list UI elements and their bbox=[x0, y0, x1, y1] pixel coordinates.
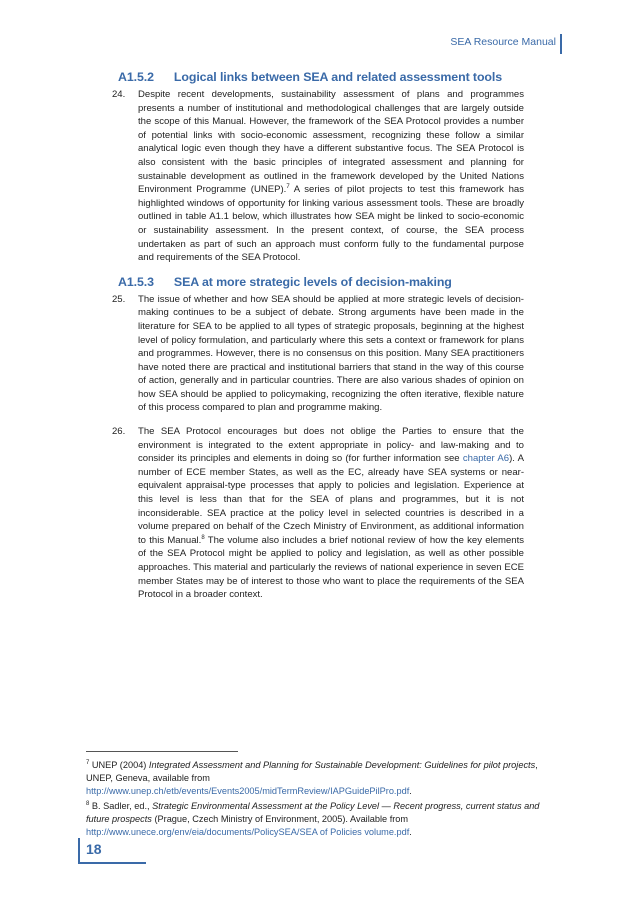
paragraph-number: 26. bbox=[112, 426, 126, 438]
paragraph-number: 24. bbox=[112, 89, 126, 100]
footnote-7 bbox=[86, 757, 546, 798]
paragraph-text: ). A number of ECE member States, as well as the EC, already have SEA systems or near-equivalent appraisal-type processes that apply to policies and legislation. Experience at this level is less than that for the SEA of plans and programmes, but it is not inconsiderable. SEA practice at the policy level in selected countries is described in a volume prepared on behalf of the Czech Ministry of Environment, as additional information to this Manual. bbox=[138, 453, 525, 546]
section-title: SEA at more strategic levels of decision-making bbox=[173, 274, 452, 289]
footnote-number: 8 bbox=[86, 801, 90, 808]
paragraph-24 bbox=[112, 88, 524, 265]
footnote-ref[interactable]: 7 bbox=[286, 183, 290, 190]
footnote-url[interactable]: http://www.unece.org/env/eia/documents/PolicySEA/SEA of Policies volume.pdf bbox=[86, 827, 410, 838]
footnote-url[interactable]: http://www.unep.ch/etb/events/Events2005/midTermReview/IAPGuidePilPro.pdf bbox=[86, 786, 410, 797]
footnote-text: , UNEP, Geneva, available from bbox=[86, 760, 538, 784]
section-number: A1.5.2 bbox=[118, 70, 154, 84]
page-number: 18 bbox=[86, 841, 102, 857]
footnote-text: B. Sadler, ed., bbox=[89, 801, 153, 812]
paragraph-text: The SEA Protocol encourages but does not oblige the Parties to ensure that the environment is integrated to the extent appropriate in policy- and law-making and to consider its principles and elements in doing so (for further information see bbox=[138, 426, 524, 465]
main-content bbox=[112, 70, 524, 612]
header-rule bbox=[560, 34, 562, 54]
paragraph-text: The issue of whether and how SEA should be applied at more strategic levels of decision-making continues to be a subject of debate. Strong arguments have been made in the literature for SEA to be applied to all types of strategic proposals, beginning at the highest level of policy formulation, and particularly where this sets a context or framework for plans and programmes. However, there is no consensus on this position. Many SEA practitioners have noted there are practical and institutional barriers that stand in the way of this course of action, generally and in particular countries. There are also various shades of opinion on how SEA should be applied to policymaking, recognizing the often iterative, flexible nature of this process compared to plan and programme making. bbox=[138, 293, 524, 414]
page-number-underline bbox=[80, 862, 146, 864]
footnote-text: UNEP (2004) bbox=[89, 760, 149, 771]
footnote-text: . bbox=[409, 786, 412, 797]
running-header: SEA Resource Manual bbox=[450, 36, 556, 48]
footnote-number: 7 bbox=[86, 760, 90, 766]
footnote-text: (Prague, Czech Ministry of Environment, 2005). Available from bbox=[151, 814, 409, 825]
footnotes bbox=[86, 757, 546, 839]
paragraph-25 bbox=[112, 293, 524, 415]
section-number: A1.5.3 bbox=[118, 274, 154, 289]
page-number-rule bbox=[78, 838, 80, 864]
section-heading-a152 bbox=[118, 70, 524, 84]
paragraph-text: Despite recent developments, sustainability assessment of plans and programmes presents a number of institutional and methodological challenges that are largely outside the scope of this Manual. However, the framework of the SEA Protocol provides a number of potential links with socio-economic assessment, recognizing these follow a similar analytical logic even though they have a different substantive focus. The SEA Protocol is also consistent with the basic principles of integrated assessment and planning for sustainable development as outlined in the framework developed by the United Nations Environment Programme (UNEP). bbox=[138, 89, 524, 196]
paragraph-text: A series of pilot projects to test this framework has highlighted windows of opportunity for linking various assessment tools. These are broadly outlined in table A1.1 below, which illustrates how SEA might be linked to socio-economic or sustainability assessment. In the present context, of course, the SEA process undertaken as part of such an approach must conform fully to the fundamental purpose and requirements of the SEA Protocol. bbox=[138, 184, 524, 264]
section-title: Logical links between SEA and related assessment tools bbox=[173, 70, 503, 84]
chapter-a6-link[interactable]: chapter A6 bbox=[462, 453, 510, 465]
footnote-separator bbox=[86, 751, 238, 752]
footnote-title: Strategic Environmental Assessment at the Policy Level — Recent progress, current status and future prospects bbox=[86, 801, 540, 825]
footnote-title: Integrated Assessment and Planning for Sustainable Development: Guidelines for pilot projects bbox=[148, 760, 536, 771]
paragraph-26 bbox=[112, 425, 524, 602]
footnote-8 bbox=[86, 798, 546, 839]
paragraph-text: The volume also includes a brief notional review of how the key elements of the SEA Protocol might be applied to policy and legislation, as well as other possible approaches. This material and particularly the reviews of national experience in seven ECE member States may be of interest to those who want to place the requirements of the SEA Protocol in a broader context. bbox=[138, 534, 525, 601]
footnote-text: . bbox=[409, 827, 412, 838]
section-heading-a153 bbox=[118, 275, 524, 289]
paragraph-number: 25. bbox=[112, 293, 126, 305]
footnote-ref[interactable]: 8 bbox=[201, 534, 205, 541]
